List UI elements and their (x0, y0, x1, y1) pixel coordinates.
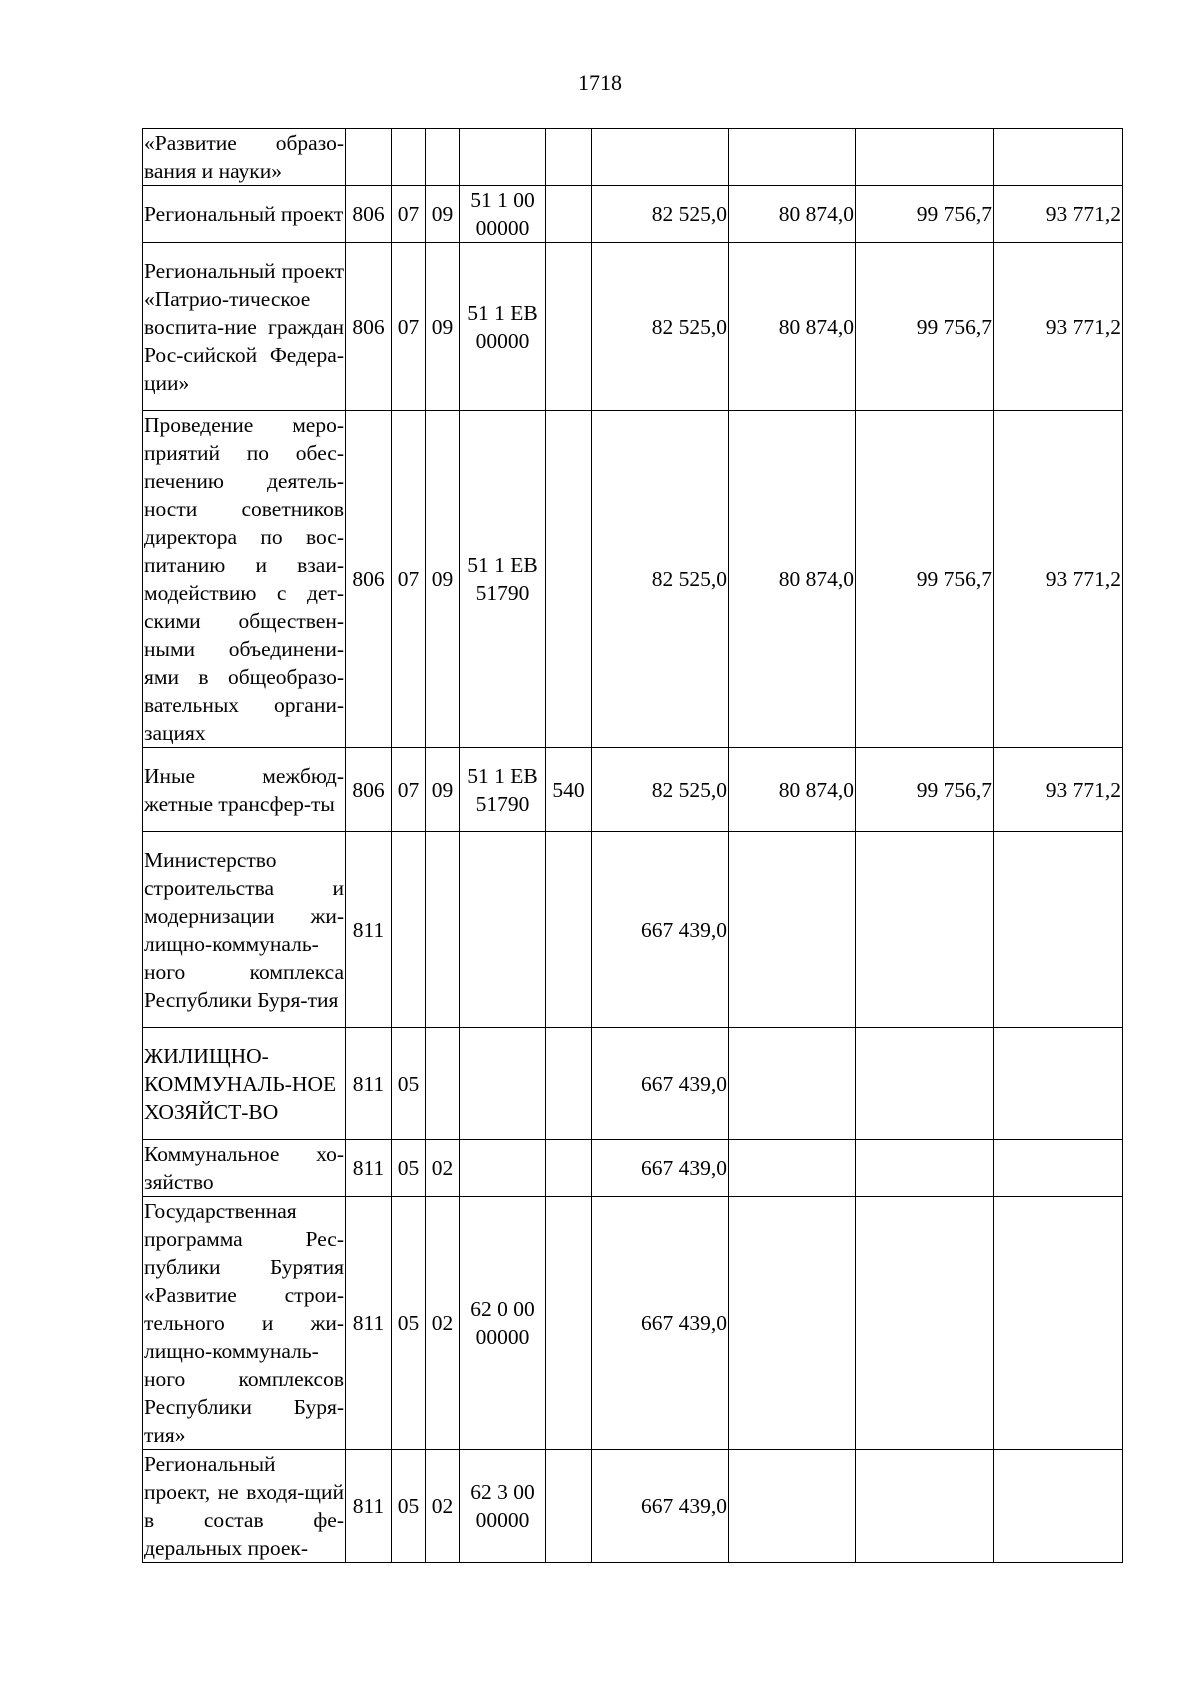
value-3-cell: 99 756,7 (856, 186, 994, 243)
csr-cell (460, 748, 546, 832)
vr-cell (546, 186, 592, 243)
rz-cell (392, 129, 426, 186)
csr-cell (460, 1140, 546, 1197)
ved-cell: 811 (346, 1197, 392, 1450)
csr-line-2: 00000 (475, 328, 530, 353)
value-1-cell (592, 129, 729, 186)
value-3-cell (856, 1028, 994, 1140)
pr-cell: 09 (426, 186, 460, 243)
rz-cell: 05 (392, 1197, 426, 1450)
csr-line-1: 62 3 00 (470, 1480, 535, 1504)
pr-cell (426, 1028, 460, 1140)
ved-cell (346, 129, 392, 186)
row-name: «Развитие образо-вания и науки» (143, 129, 346, 186)
value-2-cell (729, 129, 856, 186)
vr-cell (546, 1197, 592, 1450)
value-2-cell: 80 874,0 (729, 243, 856, 411)
csr-line-2: 00000 (475, 1325, 530, 1349)
value-4-cell (994, 129, 1123, 186)
vr-cell: 540 (546, 748, 592, 832)
csr-line-2: 51790 (475, 581, 530, 605)
csr-cell (460, 832, 546, 1028)
csr-cell (460, 129, 546, 186)
csr-line-2: 51790 (475, 791, 530, 816)
value-1-cell: 82 525,0 (592, 748, 729, 832)
csr-line-2: 00000 (475, 216, 530, 240)
value-4-cell (994, 1197, 1123, 1450)
table-row (143, 129, 1123, 186)
rz-cell: 07 (392, 243, 426, 411)
csr-cell (460, 1450, 546, 1563)
ved-cell: 811 (346, 1028, 392, 1140)
table-row (143, 1028, 1123, 1140)
value-2-cell (729, 1450, 856, 1563)
ved-cell: 806 (346, 411, 392, 748)
csr-cell (460, 1197, 546, 1450)
value-4-cell (994, 1450, 1123, 1563)
csr-line-1: 51 1 ЕВ (467, 300, 538, 325)
pr-cell (426, 832, 460, 1028)
ved-cell: 806 (346, 243, 392, 411)
value-1-cell: 82 525,0 (592, 243, 729, 411)
value-3-cell: 99 756,7 (856, 748, 994, 832)
csr-cell (460, 186, 546, 243)
vr-cell (546, 1140, 592, 1197)
pr-cell: 09 (426, 411, 460, 748)
table-row (143, 1197, 1123, 1450)
row-name: Коммунальное хо-зяйство (143, 1140, 346, 1197)
csr-line-2: 00000 (475, 1508, 530, 1532)
value-2-cell (729, 1197, 856, 1450)
value-2-cell: 80 874,0 (729, 748, 856, 832)
value-3-cell (856, 1197, 994, 1450)
vr-cell (546, 1450, 592, 1563)
value-2-cell (729, 1028, 856, 1140)
pr-cell: 09 (426, 243, 460, 411)
pr-cell: 02 (426, 1140, 460, 1197)
vr-cell (546, 243, 592, 411)
ved-cell: 811 (346, 1140, 392, 1197)
budget-table (142, 128, 1123, 1563)
value-3-cell (856, 832, 994, 1028)
pr-cell: 09 (426, 748, 460, 832)
value-1-cell: 82 525,0 (592, 186, 729, 243)
value-3-cell (856, 1450, 994, 1563)
value-3-cell: 99 756,7 (856, 411, 994, 748)
vr-cell (546, 832, 592, 1028)
vr-cell (546, 411, 592, 748)
value-1-cell: 667 439,0 (592, 832, 729, 1028)
csr-line-1: 51 1 00 (470, 188, 535, 212)
vr-cell (546, 1028, 592, 1140)
value-4-cell: 93 771,2 (994, 748, 1123, 832)
rz-cell: 05 (392, 1450, 426, 1563)
value-2-cell: 80 874,0 (729, 411, 856, 748)
rz-cell (392, 832, 426, 1028)
value-1-cell: 82 525,0 (592, 411, 729, 748)
ved-cell: 811 (346, 1450, 392, 1563)
csr-line-1: 62 0 00 (470, 1297, 535, 1321)
pr-cell: 02 (426, 1450, 460, 1563)
value-1-cell: 667 439,0 (592, 1197, 729, 1450)
rz-cell: 05 (392, 1140, 426, 1197)
row-name: Министерство строительства и модернизации жи-лищно-коммуналь-ного комплекса Республики Буря-тия (143, 832, 346, 1028)
csr-cell (460, 1028, 546, 1140)
page-number: 1718 (578, 70, 622, 95)
table-row (143, 832, 1123, 1028)
row-name: ЖИЛИЩНО-КОММУНАЛЬ-НОЕ ХОЗЯЙСТ-ВО (143, 1028, 346, 1140)
table-row (143, 243, 1123, 411)
value-1-cell: 667 439,0 (592, 1028, 729, 1140)
table-row (143, 411, 1123, 748)
csr-line-1: 51 1 ЕВ (467, 763, 538, 788)
table-row (143, 1450, 1123, 1563)
rz-cell: 07 (392, 186, 426, 243)
value-3-cell (856, 1140, 994, 1197)
pr-cell (426, 129, 460, 186)
table-row (143, 186, 1123, 243)
rz-cell: 07 (392, 411, 426, 748)
value-1-cell: 667 439,0 (592, 1140, 729, 1197)
table-row (143, 1140, 1123, 1197)
value-2-cell (729, 1140, 856, 1197)
table-row (143, 748, 1123, 832)
ved-cell: 811 (346, 832, 392, 1028)
value-3-cell (856, 129, 994, 186)
rz-cell: 05 (392, 1028, 426, 1140)
value-2-cell: 80 874,0 (729, 186, 856, 243)
value-4-cell (994, 832, 1123, 1028)
ved-cell: 806 (346, 748, 392, 832)
row-name: Иные межбюд-жетные трансфер-ты (143, 748, 346, 832)
value-4-cell: 93 771,2 (994, 186, 1123, 243)
rz-cell: 07 (392, 748, 426, 832)
value-4-cell: 93 771,2 (994, 411, 1123, 748)
value-3-cell: 99 756,7 (856, 243, 994, 411)
ved-cell: 806 (346, 186, 392, 243)
vr-cell (546, 129, 592, 186)
row-name: Государственная программа Рес-публики Бурятия «Развитие строи-тельного и жи-лищно-коммуналь-ного комплексов Республики Буря-тия» (143, 1197, 346, 1450)
pr-cell: 02 (426, 1197, 460, 1450)
value-4-cell (994, 1028, 1123, 1140)
csr-cell (460, 411, 546, 748)
row-name: Региональный проект (143, 186, 346, 243)
value-2-cell (729, 832, 856, 1028)
csr-line-1: 51 1 ЕВ (467, 553, 538, 577)
row-name: Проведение меро-приятий по обес-печению деятель-ности советников директора по вос-питанию и взаи-модействию с дет-скими обществен-ными объединени-ями в общеобразо-вательных органи-зациях (143, 411, 346, 748)
csr-cell (460, 243, 546, 411)
value-1-cell: 667 439,0 (592, 1450, 729, 1563)
row-name: Региональный проект, не входя-щий в состав фе-деральных проек- (143, 1450, 346, 1563)
row-name: Региональный проект «Патрио-тическое воспита-ние граждан Рос-сийской Федера-ции» (143, 243, 346, 411)
value-4-cell (994, 1140, 1123, 1197)
value-4-cell: 93 771,2 (994, 243, 1123, 411)
